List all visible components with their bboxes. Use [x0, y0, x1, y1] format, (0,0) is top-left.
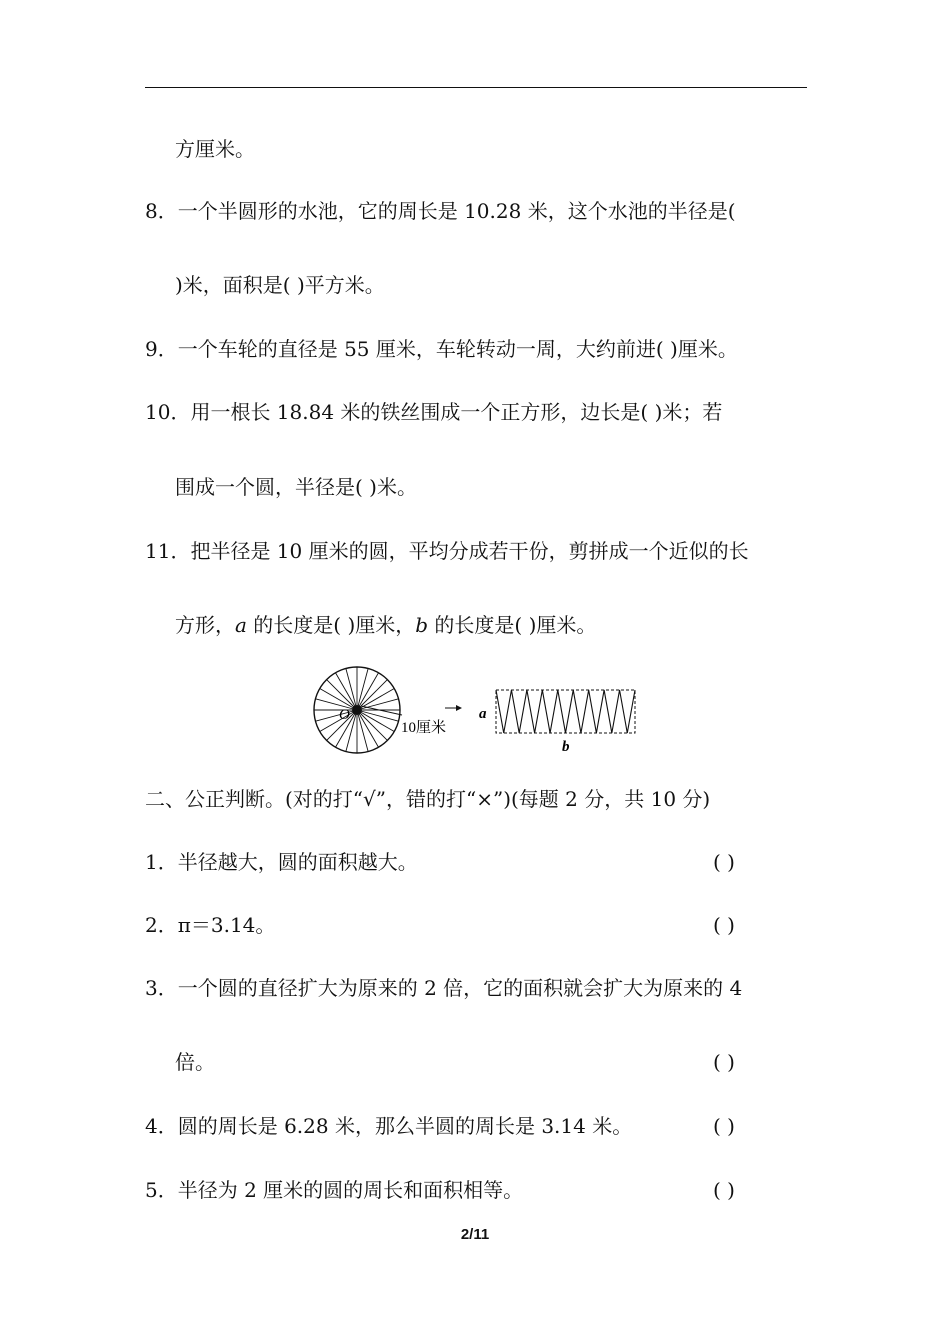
circle-to-rectangle-figure — [305, 660, 650, 760]
sector-line — [357, 699, 399, 710]
sector-line — [357, 668, 368, 710]
judgment-heading: 二、公正判断。(对的打“√”，错的打“×”)(每题 2 分，共 10 分) — [145, 787, 711, 811]
judgment-item-5: 5．半径为 2 厘米的圆的周长和面积相等。 — [145, 1178, 524, 1202]
judgment-item-4: 4．圆的周长是 6.28 米，那么半圆的周长是 3.14 米。 — [145, 1114, 633, 1138]
sector-line — [315, 699, 357, 710]
answer-blank-1[interactable]: ( ) — [713, 850, 735, 874]
question-11-line-2 — [175, 612, 596, 638]
q11-var-b: b — [415, 613, 429, 637]
answer-blank-2[interactable]: ( ) — [713, 913, 735, 937]
transform-arrow-head — [456, 705, 462, 711]
sector-line — [357, 710, 368, 752]
judgment-item-3-continuation: 倍。 — [175, 1050, 215, 1074]
center-label: O — [339, 707, 350, 723]
center-point — [352, 705, 362, 715]
question-10-line-1: 10．用一根长 18.84 米的铁丝围成一个正方形，边长是( )米；若 — [145, 400, 723, 424]
figure-svg — [305, 660, 650, 760]
sector-teeth — [496, 690, 635, 733]
radius-label: 10厘米 — [401, 720, 447, 736]
sector-line — [357, 710, 399, 721]
question-8-line-1: 8．一个半圆形的水池，它的周长是 10.28 米，这个水池的半径是( — [145, 199, 736, 223]
judgment-item-1: 1．半径越大，圆的面积越大。 — [145, 850, 418, 874]
judgment-item-2: 2．π＝3.14。 — [145, 913, 276, 937]
q11-text-part-2: 的长度是( )厘米， — [246, 613, 416, 637]
answer-blank-4[interactable]: ( ) — [713, 1114, 735, 1138]
q11-text-part-1: 方形， — [175, 613, 235, 637]
question-8-line-2: )米，面积是( )平方米。 — [175, 273, 385, 297]
rectangle-outline — [496, 690, 635, 733]
header-rule — [145, 87, 807, 88]
sector-line — [346, 668, 357, 710]
answer-blank-3[interactable]: ( ) — [713, 1050, 735, 1074]
sector-line — [315, 710, 357, 721]
question-11-line-1: 11．把半径是 10 厘米的圆，平均分成若干份，剪拼成一个近似的长 — [145, 539, 749, 563]
question-10-line-2: 围成一个圆，半径是( )米。 — [175, 475, 417, 499]
page-number: 2/11 — [460, 1226, 490, 1243]
side-a-label: a — [479, 706, 487, 722]
side-b-label: b — [562, 739, 570, 755]
radius-line — [361, 706, 402, 715]
answer-blank-5[interactable]: ( ) — [713, 1178, 735, 1202]
q11-text-part-3: 的长度是( )厘米。 — [428, 613, 597, 637]
q11-var-a: a — [235, 613, 247, 637]
judgment-item-3: 3．一个圆的直径扩大为原来的 2 倍，它的面积就会扩大为原来的 4 — [145, 976, 743, 1000]
question-9: 9．一个车轮的直径是 55 厘米，车轮转动一周，大约前进( )厘米。 — [145, 337, 738, 361]
q7-continuation: 方厘米。 — [175, 137, 255, 161]
